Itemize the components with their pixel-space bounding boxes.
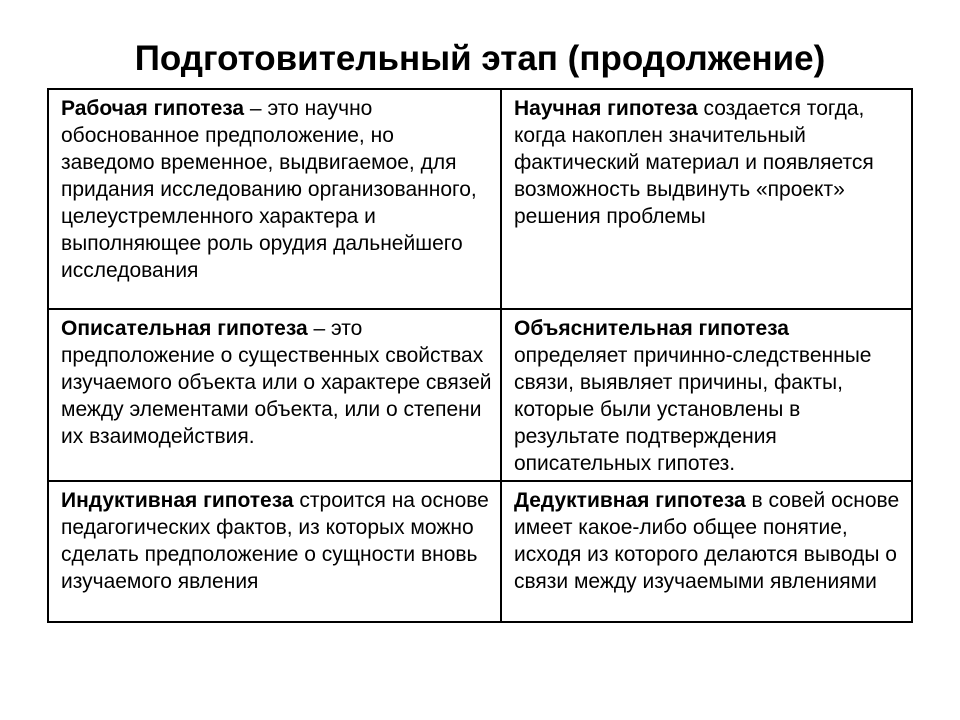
table-row [48, 309, 912, 481]
table-row [48, 481, 912, 622]
hypothesis-term: Дедуктивная гипотеза [514, 489, 746, 512]
hypothesis-definition: строится на основе педагогических фактов, из которых можно сделать предположение о сущности вновь изучаемого явления [61, 489, 489, 593]
hypothesis-definition: создается тогда, когда накоплен значительный фактический материал и появляется возможность выдвинуть «проект» решения проблемы [514, 97, 874, 228]
hypothesis-definition: в совей основе имеет какое-либо общее понятие, исходя из которого делаются выводы о связи между изучаемыми явлениями [514, 489, 900, 593]
working-hypothesis-cell [48, 89, 501, 309]
descriptive-hypothesis-cell [48, 309, 501, 481]
table-row [48, 89, 912, 309]
scientific-hypothesis-cell [501, 89, 912, 309]
hypothesis-definition: – это предположение о существенных свойствах изучаемого объекта или о характере связей между элементами объекта, или о степени их взаимодействия. [61, 317, 492, 448]
explanatory-hypothesis-cell [501, 309, 912, 481]
slide-title: Подготовительный этап (продолжение) [134, 39, 826, 78]
hypotheses-table [47, 88, 913, 623]
deductive-hypothesis-cell [501, 481, 912, 622]
hypothesis-definition: определяет причинно-следственные связи, выявляет причины, факты, которые были установлены в результате подтверждения описательных гипотез. [514, 344, 872, 475]
hypothesis-term: Научная гипотеза [514, 97, 698, 120]
inductive-hypothesis-cell [48, 481, 501, 622]
hypothesis-term: Объяснительная гипотеза [514, 317, 789, 340]
hypothesis-definition: – это научно обоснованное предположение, но заведомо временное, выдвигаемое, для придания исследованию организованного, целеустремленного характера и выполняющее роль орудия дальнейшего исследования [61, 97, 477, 282]
hypothesis-term: Индуктивная гипотеза [61, 489, 294, 512]
hypothesis-term: Рабочая гипотеза [61, 97, 245, 120]
hypothesis-term: Описательная гипотеза [61, 317, 308, 340]
